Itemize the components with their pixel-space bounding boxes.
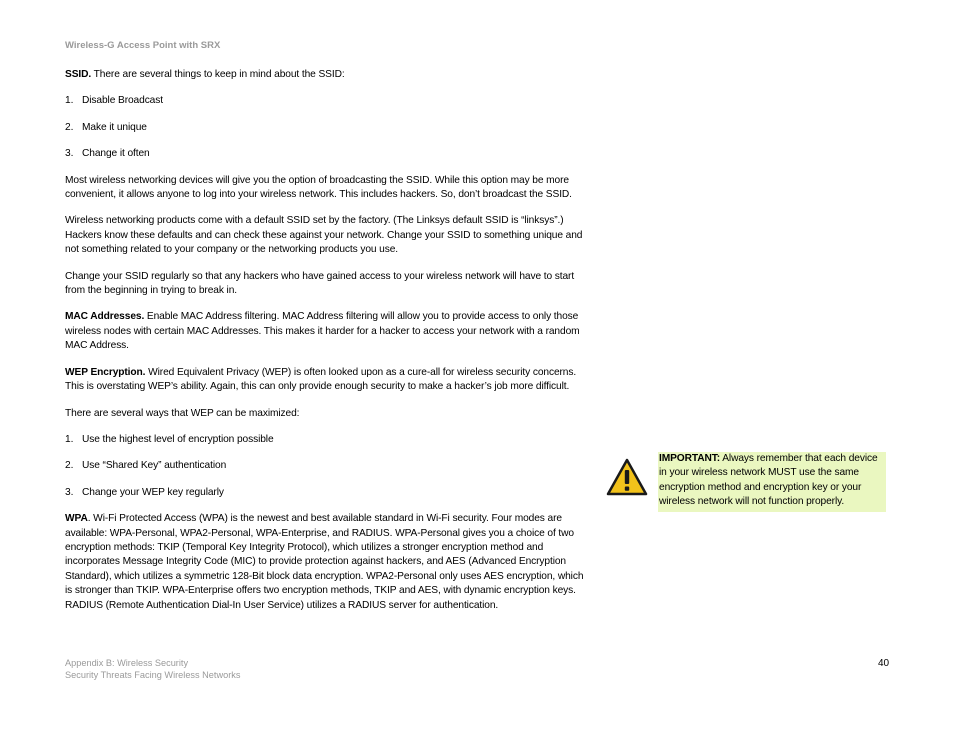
wep-heading: WEP Encryption. (65, 366, 146, 378)
footer (65, 657, 240, 681)
mac-heading: MAC Addresses. (65, 311, 145, 323)
list-item: 1. Use the highest level of encryption possible (65, 433, 274, 445)
ssid-heading: SSID. (65, 69, 92, 80)
wep-list (65, 433, 590, 500)
ssid-list (65, 94, 590, 161)
callout-heading: IMPORTANT: (659, 453, 721, 464)
wpa-heading: WPA (65, 513, 88, 525)
list-item: 2. Make it unique (65, 121, 147, 133)
main-content (65, 68, 590, 613)
footer-subsection: Security Threats Facing Wireless Networks (65, 670, 241, 680)
callout-text: IMPORTANT: Always remember that each device in your wireless network MUST use the same encryption method and encryption key or your wireless network will not function properly. (658, 452, 886, 512)
ssid-paragraph-3: Change your SSID regularly so that any hackers who have gained access to your wireless network will have to start from the beginning in trying to break in. (65, 270, 575, 297)
wep-paragraph: WEP Encryption. Wired Equivalent Privacy (WEP) is often looked upon as a cure-all for wireless security concerns. This is overstating WEP’s ability. Again, this can only provide enough security to make a hacker’s job more difficult. (65, 366, 577, 393)
ssid-intro: SSID. There are several things to keep in mind about the SSID: (65, 69, 345, 80)
page-number: 40 (878, 658, 890, 669)
list-item: 1. Disable Broadcast (65, 95, 163, 107)
mac-paragraph: MAC Addresses. Enable MAC Address filtering. MAC Address filtering will allow you to provide access to only those wireless nodes with certain MAC Addresses. This makes it harder for a hacker to access your network with a random MAC Address. (65, 311, 580, 352)
footer-section: Appendix B: Wireless Security (65, 658, 189, 668)
important-callout (606, 452, 886, 512)
ssid-paragraph-2: Wireless networking products come with a default SSID set by the factory. (The Linksys default SSID is “linksys”.) Hackers know these defaults and can check these against your network. Change your SSID to something unique and not something related to your company or the networking products you use. (65, 215, 583, 256)
warning-icon (606, 458, 648, 496)
list-item: 2. Use “Shared Key” authentication (65, 460, 227, 472)
wep-ways: There are several ways that WEP can be maximized: (65, 407, 300, 419)
list-item: 3. Change it often (65, 148, 150, 160)
wpa-paragraph: WPA. Wi-Fi Protected Access (WPA) is the newest and best available standard in Wi-Fi security. Four modes are available: WPA-Personal, WPA2-Personal, WPA-Enterprise, and RADIUS. WPA-Personal gives you a choice of two encryption methods: TKIP (Temporal Key Integrity Protocol), which utilizes a stronger encryption method and incorporates Message Integrity Code (MIC) to provide protection against hackers, and AES (Advanced Encryption Standard), which utilizes a symmetric 128-Bit block data encryption. WPA2-Personal only uses AES encryption, which is stronger than TKIP. WPA-Enterprise offers two encryption methods, TKIP and AES, with dynamic encryption keys. RADIUS (Remote Authentication Dial-In User Service) utilizes a RADIUS server for authentication. (65, 513, 584, 611)
running-header: Wireless-G Access Point with SRX (65, 40, 221, 51)
list-item: 3. Change your WEP key regularly (65, 486, 224, 498)
ssid-paragraph-1: Most wireless networking devices will give you the option of broadcasting the SSID. While this option may be more convenient, it allows anyone to log into your wireless network. This includes hackers. So, don’t broadcast the SSID. (65, 174, 572, 201)
